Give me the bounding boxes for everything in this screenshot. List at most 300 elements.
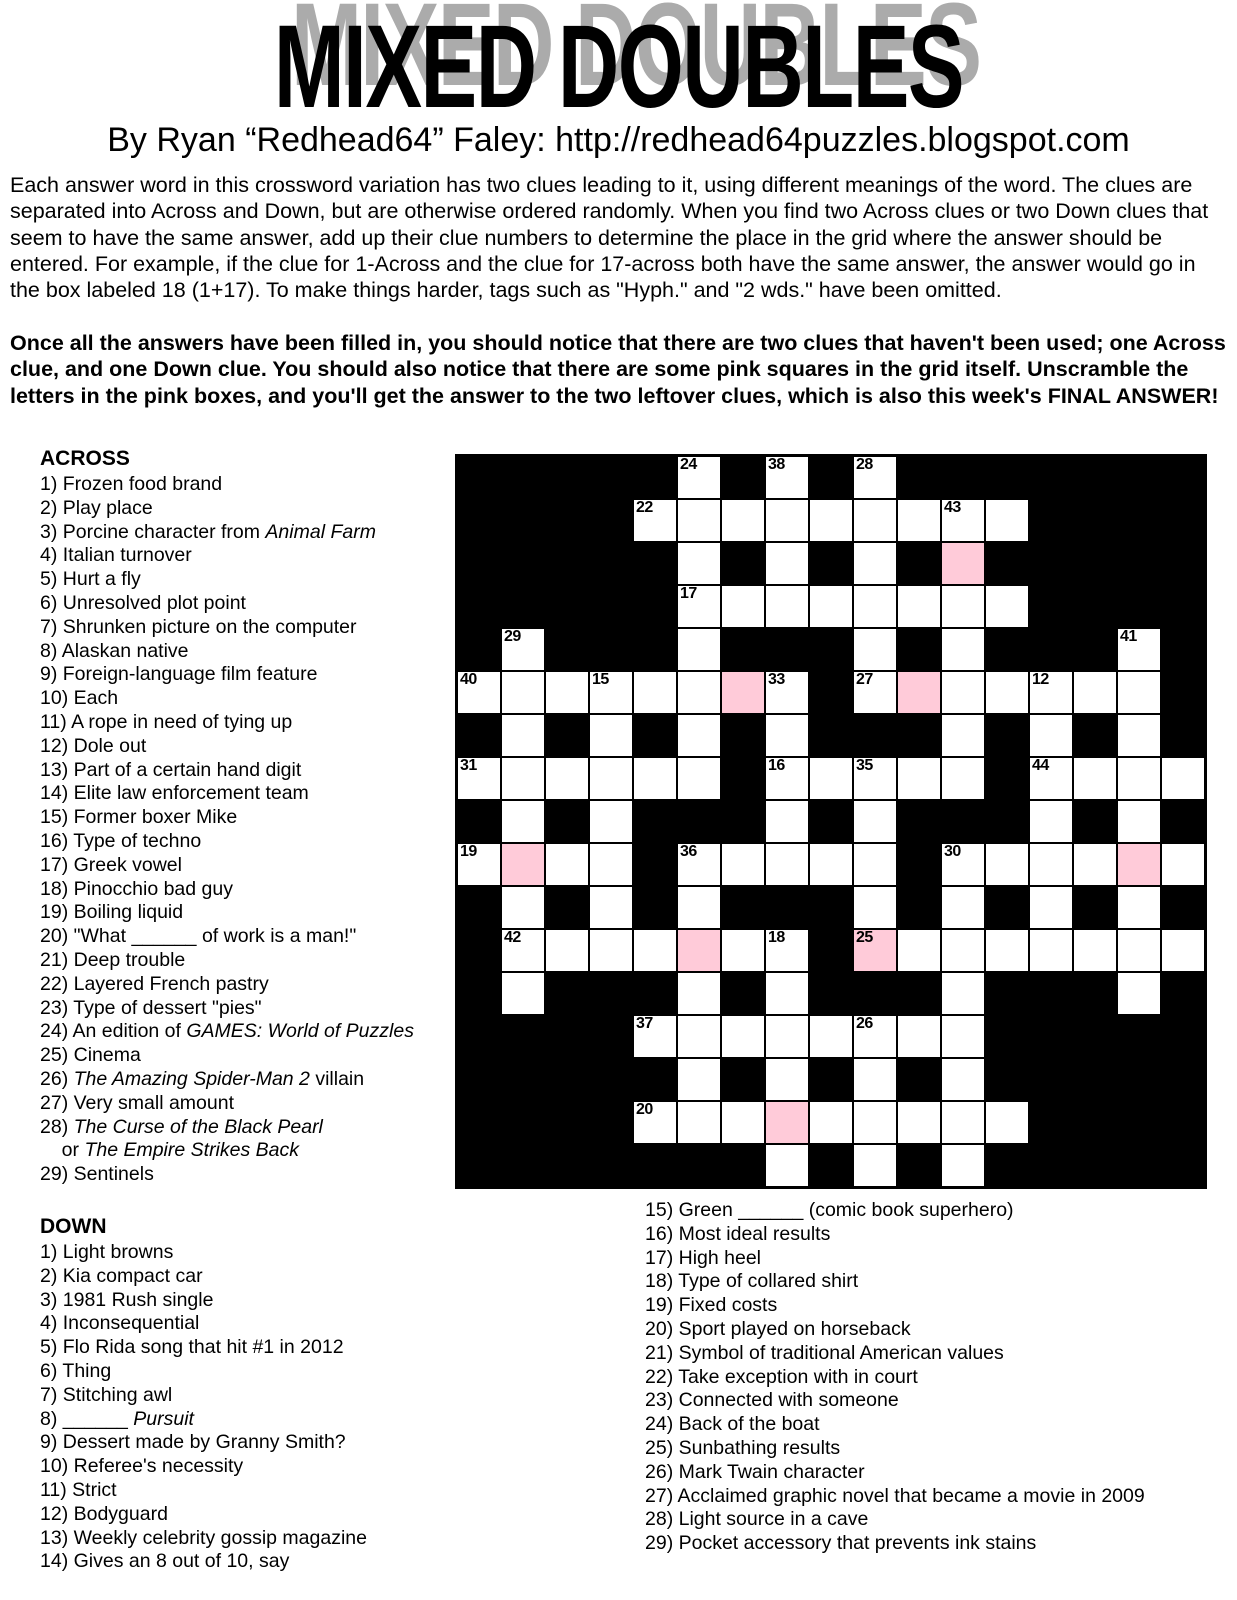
grid-cell-white	[678, 1016, 720, 1057]
grid-cell-black	[722, 887, 764, 928]
page-title: MIXED DOUBLES	[273, 1, 964, 133]
clue-number: 20)	[40, 925, 74, 948]
grid-cell-white	[1030, 801, 1072, 842]
grid-cell-white	[986, 1102, 1028, 1143]
clue-text: or	[40, 1139, 85, 1162]
grid-cell-black	[898, 715, 940, 756]
grid-cell-black	[1074, 715, 1116, 756]
grid-cell-black	[546, 586, 588, 627]
grid-cell-black	[546, 1016, 588, 1057]
grid-cell-black	[1118, 500, 1160, 541]
grid-cell-black	[1118, 1145, 1160, 1186]
clue-text: Weekly celebrity gossip magazine	[73, 1526, 367, 1549]
clue-text: Play place	[62, 496, 153, 519]
grid-cell-pink	[678, 930, 720, 971]
grid-cell-white	[678, 715, 720, 756]
grid-cell-white	[942, 1145, 984, 1186]
grid-cell-white	[1162, 930, 1204, 971]
grid-cell-white	[1118, 973, 1160, 1014]
crossword-grid	[455, 454, 1207, 1189]
grid-cell-black	[722, 801, 764, 842]
down-clue-29	[645, 1532, 1145, 1556]
across-clue-14	[40, 782, 414, 806]
down-clue-8	[40, 1408, 367, 1432]
grid-cell-black	[942, 457, 984, 498]
grid-cell-black	[766, 887, 808, 928]
grid-cell-white	[634, 1102, 676, 1143]
across-clue-20	[40, 925, 414, 949]
grid-cell-black	[810, 715, 852, 756]
down-clue-17	[645, 1247, 1145, 1271]
clue-text: Connected with someone	[678, 1389, 899, 1412]
grid-cell-white	[1030, 672, 1072, 713]
grid-cell-white	[1030, 715, 1072, 756]
grid-cell-black	[986, 543, 1028, 584]
grid-cell-white	[766, 1016, 808, 1057]
clue-number: 10)	[40, 1455, 74, 1478]
across-clue-28	[40, 1116, 414, 1164]
grid-cell-black	[1162, 1145, 1204, 1186]
grid-cell-white	[854, 887, 896, 928]
down-clue-7	[40, 1384, 367, 1408]
clue-number: 26)	[40, 1067, 74, 1090]
grid-cell-black	[1030, 500, 1072, 541]
grid-cell-white	[766, 973, 808, 1014]
grid-cell-black	[986, 1016, 1028, 1057]
grid-cell-white	[458, 844, 500, 885]
down-clue-list-right	[645, 1199, 1145, 1556]
clue-text: Layered French pastry	[73, 972, 269, 995]
clue-text: The Curse of the Black Pearl	[73, 1115, 323, 1138]
grid-cell-black	[458, 543, 500, 584]
cell-number: 44	[1032, 757, 1049, 774]
clue-text: Inconsequential	[62, 1312, 200, 1335]
across-clue-26	[40, 1068, 414, 1092]
down-clue-16	[645, 1223, 1145, 1247]
clue-number: 14)	[40, 782, 74, 805]
grid-cell-white	[502, 930, 544, 971]
clue-number: 8)	[40, 1407, 63, 1430]
grid-cell-black	[722, 629, 764, 670]
grid-cell-black	[1118, 1102, 1160, 1143]
clue-text: Type of techno	[73, 829, 202, 852]
grid-cell-white	[678, 543, 720, 584]
clue-number: 19)	[645, 1294, 679, 1317]
grid-cell-white	[942, 586, 984, 627]
grid-cell-black	[722, 1059, 764, 1100]
grid-cell-black	[458, 629, 500, 670]
grid-cell-white	[678, 457, 720, 498]
clue-text: Alaskan native	[61, 639, 189, 662]
grid-cell-white	[942, 758, 984, 799]
clue-number: 5)	[40, 1336, 63, 1359]
clue-number: 12)	[40, 1502, 74, 1525]
clue-number: 22)	[40, 972, 74, 995]
grid-cell-white	[502, 715, 544, 756]
grid-cell-black	[590, 1016, 632, 1057]
clue-number: 28)	[40, 1115, 74, 1138]
down-clue-6	[40, 1360, 367, 1384]
grid-cell-white	[634, 930, 676, 971]
grid-cell-white	[1074, 930, 1116, 971]
clue-text: Pursuit	[133, 1407, 194, 1430]
clue-text: Green ______ (comic book superhero)	[678, 1199, 1014, 1221]
grid-cell-black	[810, 1059, 852, 1100]
clue-text: Gives an 8 out of 10, say	[73, 1550, 290, 1573]
clue-number: 6)	[40, 1359, 63, 1382]
down-clue-13	[40, 1527, 367, 1551]
grid-cell-pink	[766, 1102, 808, 1143]
grid-cell-white	[1074, 758, 1116, 799]
grid-cell-white	[1118, 715, 1160, 756]
grid-cell-white	[678, 844, 720, 885]
clue-text: Sentinels	[73, 1163, 154, 1186]
grid-cell-black	[546, 500, 588, 541]
down-clue-15	[645, 1199, 1145, 1223]
down-clue-4	[40, 1312, 367, 1336]
clue-number: 25)	[645, 1436, 679, 1459]
across-clue-21	[40, 949, 414, 973]
across-clue-10	[40, 687, 414, 711]
grid-cell-black	[986, 457, 1028, 498]
grid-cell-black	[546, 543, 588, 584]
down-clue-22	[645, 1366, 1145, 1390]
grid-cell-black	[810, 1145, 852, 1186]
grid-cell-black	[634, 844, 676, 885]
grid-cell-white	[810, 500, 852, 541]
cell-number: 24	[680, 456, 697, 473]
grid-cell-white	[1030, 887, 1072, 928]
grid-cell-black	[1030, 586, 1072, 627]
clue-number: 10)	[40, 687, 74, 710]
grid-cell-black	[1162, 1016, 1204, 1057]
clue-number: 19)	[40, 901, 74, 924]
across-clue-5	[40, 568, 414, 592]
grid-cell-black	[634, 973, 676, 1014]
down-clue-9	[40, 1431, 367, 1455]
down-clue-27	[645, 1485, 1145, 1509]
grid-cell-black	[634, 629, 676, 670]
grid-cell-black	[458, 586, 500, 627]
cell-number: 19	[460, 843, 477, 860]
grid-cell-white	[502, 629, 544, 670]
grid-cell-pink	[722, 672, 764, 713]
clue-number: 1)	[40, 473, 63, 495]
clue-text: Former boxer Mike	[73, 806, 238, 829]
clue-text: 1981 Rush single	[62, 1288, 214, 1311]
cell-number: 37	[636, 1015, 653, 1032]
grid-cell-black	[546, 457, 588, 498]
grid-cell-white	[854, 586, 896, 627]
clue-text: Foreign-language film feature	[62, 663, 318, 686]
grid-cell-white	[590, 887, 632, 928]
grid-cell-pink	[502, 844, 544, 885]
cell-number: 29	[504, 628, 521, 645]
down-clue-28	[645, 1508, 1145, 1532]
grid-cell-white	[634, 1016, 676, 1057]
grid-cell-white	[810, 1016, 852, 1057]
grid-cell-white	[458, 758, 500, 799]
grid-cell-black	[546, 715, 588, 756]
clue-text: The Empire Strikes Back	[84, 1139, 300, 1162]
grid-cell-white	[590, 715, 632, 756]
clue-text: Cinema	[73, 1044, 141, 1067]
cell-number: 43	[944, 499, 961, 516]
clue-text: Sunbathing results	[678, 1436, 841, 1459]
grid-cell-black	[1162, 801, 1204, 842]
grid-cell-black	[1162, 500, 1204, 541]
clue-text: Each	[73, 687, 119, 710]
grid-cell-black	[810, 629, 852, 670]
grid-cell-white	[766, 1059, 808, 1100]
grid-cell-white	[942, 930, 984, 971]
grid-cell-white	[854, 844, 896, 885]
clue-number: 29)	[40, 1163, 74, 1186]
grid-cell-white	[810, 844, 852, 885]
grid-cell-black	[546, 973, 588, 1014]
grid-cell-white	[1030, 758, 1072, 799]
clue-number: 15)	[645, 1199, 679, 1221]
clue-text: villain	[309, 1067, 365, 1090]
down-clue-1	[40, 1241, 367, 1265]
grid-cell-black	[1074, 500, 1116, 541]
grid-cell-black	[986, 758, 1028, 799]
grid-cell-white	[766, 1145, 808, 1186]
grid-cell-white	[766, 758, 808, 799]
across-clue-17	[40, 854, 414, 878]
clue-number: 3)	[40, 1288, 63, 1311]
grid-cell-black	[590, 973, 632, 1014]
grid-cell-black	[678, 1145, 720, 1186]
clue-number: 29)	[645, 1532, 679, 1555]
clue-text: Deep trouble	[73, 948, 186, 971]
grid-cell-white	[766, 844, 808, 885]
down-clue-2	[40, 1265, 367, 1289]
clue-text: Sport played on horseback	[678, 1317, 911, 1340]
grid-cell-white	[854, 1145, 896, 1186]
grid-cell-black	[546, 1102, 588, 1143]
grid-cell-white	[722, 1016, 764, 1057]
clue-text: Kia compact car	[62, 1264, 203, 1287]
grid-cell-black	[546, 887, 588, 928]
grid-cell-black	[898, 629, 940, 670]
grid-cell-white	[678, 758, 720, 799]
clue-number: 4)	[40, 1312, 63, 1335]
clue-text: Take exception with in court	[678, 1365, 918, 1388]
grid-cell-black	[986, 887, 1028, 928]
down-clue-26	[645, 1461, 1145, 1485]
clue-text: Type of dessert "pies"	[73, 996, 262, 1019]
clue-number: 7)	[40, 1383, 63, 1406]
grid-cell-white	[898, 1016, 940, 1057]
grid-cell-black	[810, 930, 852, 971]
down-clue-12	[40, 1503, 367, 1527]
grid-cell-black	[766, 629, 808, 670]
clue-text: Type of collared shirt	[678, 1270, 859, 1293]
grid-cell-white	[766, 930, 808, 971]
clue-number: 21)	[40, 948, 74, 971]
cell-number: 42	[504, 929, 521, 946]
grid-cell-black	[458, 801, 500, 842]
clue-text: The Amazing Spider-Man 2	[73, 1067, 310, 1090]
grid-cell-black	[1030, 543, 1072, 584]
grid-cell-black	[590, 543, 632, 584]
grid-cell-white	[722, 586, 764, 627]
grid-cell-white	[854, 801, 896, 842]
grid-cell-white	[898, 1102, 940, 1143]
grid-cell-black	[634, 715, 676, 756]
grid-cell-black	[502, 500, 544, 541]
grid-cell-white	[766, 801, 808, 842]
grid-cell-black	[898, 887, 940, 928]
grid-cell-pink	[854, 930, 896, 971]
grid-cell-white	[502, 672, 544, 713]
grid-cell-white	[546, 844, 588, 885]
grid-cell-black	[502, 586, 544, 627]
down-clue-20	[645, 1318, 1145, 1342]
grid-cell-black	[1074, 586, 1116, 627]
clue-number: 4)	[40, 544, 63, 567]
cell-number: 26	[856, 1015, 873, 1032]
down-clue-14	[40, 1550, 367, 1574]
grid-cell-white	[678, 629, 720, 670]
grid-cell-black	[810, 887, 852, 928]
grid-cell-black	[1162, 629, 1204, 670]
across-clue-13	[40, 759, 414, 783]
grid-cell-black	[898, 1145, 940, 1186]
down-clue-list-left	[40, 1241, 367, 1574]
grid-cell-black	[986, 801, 1028, 842]
grid-cell-black	[986, 629, 1028, 670]
grid-cell-black	[546, 1145, 588, 1186]
grid-cell-white	[546, 930, 588, 971]
grid-cell-black	[1074, 629, 1116, 670]
grid-cell-white	[942, 844, 984, 885]
grid-cell-black	[590, 629, 632, 670]
grid-cell-black	[502, 1102, 544, 1143]
grid-cell-white	[1074, 844, 1116, 885]
grid-cell-white	[854, 1016, 896, 1057]
cell-number: 16	[768, 757, 785, 774]
across-clue-2	[40, 497, 414, 521]
clue-number: 24)	[645, 1413, 679, 1436]
clue-number: 13)	[40, 1526, 74, 1549]
grid-cell-black	[1118, 586, 1160, 627]
grid-cell-white	[1118, 672, 1160, 713]
grid-cell-white	[942, 1059, 984, 1100]
cell-number: 30	[944, 843, 961, 860]
grid-cell-white	[1030, 930, 1072, 971]
grid-cell-white	[942, 629, 984, 670]
grid-cell-white	[942, 672, 984, 713]
clue-text: Part of a certain hand digit	[73, 758, 302, 781]
clue-number: 8)	[40, 639, 62, 662]
down-clue-11	[40, 1479, 367, 1503]
grid-cell-white	[854, 629, 896, 670]
across-clue-18	[40, 878, 414, 902]
grid-cell-white	[854, 543, 896, 584]
grid-cell-white	[942, 1016, 984, 1057]
grid-cell-black	[590, 586, 632, 627]
grid-cell-white	[722, 1102, 764, 1143]
grid-cell-black	[458, 930, 500, 971]
grid-cell-white	[898, 930, 940, 971]
grid-cell-white	[1074, 672, 1116, 713]
byline: By Ryan “Redhead64” Faley: http://redhead64puzzles.blogspot.com	[107, 121, 1130, 159]
clue-text: Bodyguard	[73, 1502, 168, 1525]
grid-cell-white	[1118, 758, 1160, 799]
down-section-right-column	[645, 1199, 1145, 1556]
grid-cell-white	[986, 672, 1028, 713]
grid-cell-white	[1118, 629, 1160, 670]
across-clue-27	[40, 1092, 414, 1116]
grid-cell-black	[1030, 1016, 1072, 1057]
clue-text: Elite law enforcement team	[73, 782, 309, 805]
down-clue-3	[40, 1289, 367, 1313]
grid-cell-white	[590, 672, 632, 713]
grid-cell-black	[458, 1016, 500, 1057]
clue-number: 28)	[645, 1508, 679, 1531]
grid-cell-black	[898, 1059, 940, 1100]
clue-text: Pocket accessory that prevents ink stains	[678, 1532, 1037, 1555]
instructions-paragraph-2: Once all the answers have been filled in, you should notice that there are two clues that haven't been used; one Across clue, and one Down clue. You should also notice that there are some pink squares in the grid itself. Unscramble the letters in the pink boxes, and you'll get the answer to the two leftover clues, which is also this week's FINAL ANSWER!	[10, 331, 1226, 408]
across-clue-24	[40, 1020, 414, 1044]
across-clue-9	[40, 663, 414, 687]
grid-cell-black	[810, 801, 852, 842]
down-clue-18	[645, 1270, 1145, 1294]
cell-number: 41	[1120, 628, 1137, 645]
clue-text: Symbol of traditional American values	[678, 1341, 1004, 1364]
grid-cell-white	[1162, 844, 1204, 885]
down-clue-5	[40, 1336, 367, 1360]
grid-cell-black	[1074, 457, 1116, 498]
instructions-paragraph-1: Each answer word in this crossword variation has two clues leading to it, using different meanings of the word. The clues are separated into Across and Down, but are otherwise ordered randomly. When you find two Across clues or two Down clues that seem to have the same answer, add up their clue numbers to determine the place in the grid where the answer should be entered. For example, if the clue for 1-Across and the clue for 17-across both have the same answer, the answer would go in the box labeled 18 (1+17). To make things harder, tags such as "Hyph." and "2 wds." have been omitted.	[10, 173, 1209, 303]
grid-cell-black	[1118, 457, 1160, 498]
grid-cell-black	[458, 500, 500, 541]
grid-cell-black	[854, 973, 896, 1014]
clue-number: 17)	[40, 853, 74, 876]
clue-text: ______	[62, 1407, 134, 1430]
grid-cell-white	[722, 930, 764, 971]
grid-cell-black	[502, 543, 544, 584]
clue-number: 12)	[40, 734, 74, 757]
clue-text: Strict	[72, 1478, 117, 1501]
grid-cell-white	[898, 586, 940, 627]
across-clue-8	[40, 640, 414, 664]
clue-text: Referee's necessity	[73, 1455, 244, 1478]
grid-cell-black	[634, 543, 676, 584]
grid-cell-white	[678, 586, 720, 627]
grid-cell-black	[986, 973, 1028, 1014]
clue-number: 16)	[645, 1222, 679, 1245]
cell-number: 28	[856, 456, 873, 473]
grid-cell-white	[634, 500, 676, 541]
grid-cell-black	[810, 457, 852, 498]
cell-number: 33	[768, 671, 785, 688]
clue-number: 2)	[40, 496, 63, 519]
clue-number: 17)	[645, 1246, 679, 1269]
grid-cell-pink	[942, 543, 984, 584]
grid-cell-black	[1074, 973, 1116, 1014]
cell-number: 22	[636, 499, 653, 516]
grid-cell-white	[678, 500, 720, 541]
clue-number: 23)	[645, 1389, 679, 1412]
grid-cell-white	[590, 758, 632, 799]
grid-cell-white	[942, 887, 984, 928]
grid-cell-black	[722, 543, 764, 584]
grid-cell-white	[810, 1102, 852, 1143]
clue-text: Unresolved plot point	[62, 591, 246, 614]
